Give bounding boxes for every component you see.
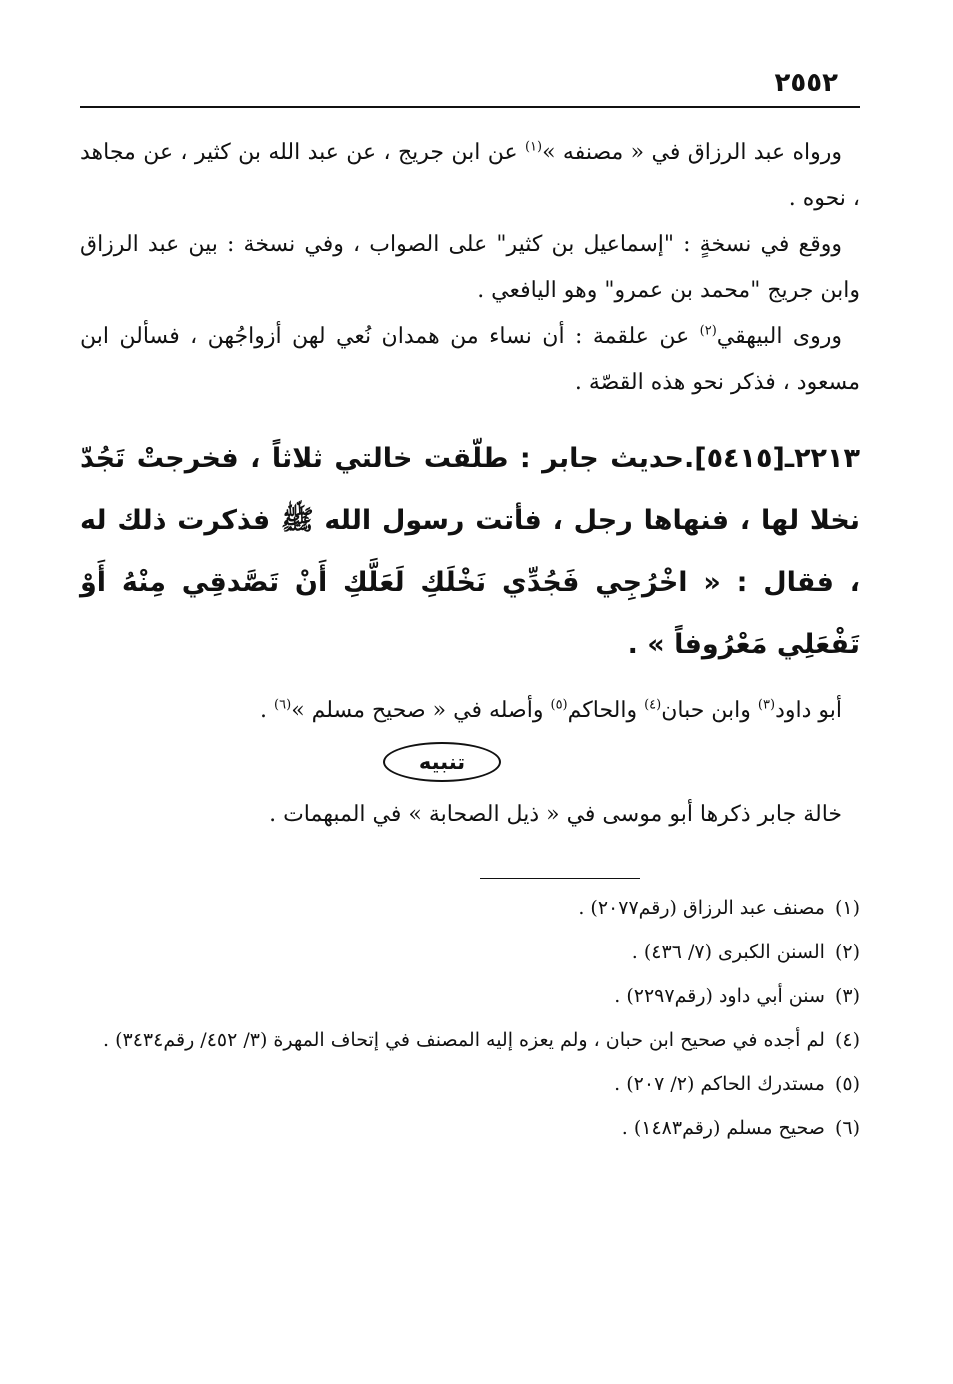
- footnote-ref[interactable]: (٦): [274, 697, 292, 713]
- footnote-ref[interactable]: (٣): [757, 697, 776, 713]
- footnote-item: [80, 981, 860, 1011]
- source-text: .: [260, 698, 275, 723]
- footnote-number: (٢): [834, 941, 860, 963]
- note-badge: تنبيه: [383, 742, 501, 782]
- footnote-number: (١): [834, 897, 860, 919]
- footnote-text: صحيح مسلم (رقم١٤٨٣) .: [621, 1117, 825, 1139]
- hadith-text: حديث جابر : طلّقت خالتي ثلاثاً ، فخرجتْ تَجُدّ نخلا لها ، فنهاها رجل ، فأتت رسول الله ﷺ فذكرت ذلك له ، فقال : « اخْرُجِي فَجُدِّي نَخْلَكِ لَعَلَّكِ أَنْ تَصَّدقِي مِنْهُ أَوْ تَفْعَلِي مَعْرُوفاً » .: [80, 443, 860, 660]
- hadith-entry: [80, 428, 860, 676]
- hadith-sources: [80, 688, 860, 734]
- footnote-number: (٤): [834, 1029, 860, 1051]
- footnote-number: (٣): [834, 985, 860, 1007]
- footnote-item: [80, 937, 860, 967]
- note-heading: [80, 742, 860, 786]
- footnote-number: (٥): [834, 1073, 860, 1095]
- page-number: ٢٥٥٢: [774, 68, 838, 98]
- footnote-list: [80, 893, 860, 1143]
- footnote-item: [80, 1069, 860, 1099]
- footnote-number: (٦): [834, 1117, 860, 1139]
- footnote-text: مصنف عبد الرزاق (رقم٢٠٧٧) .: [578, 897, 825, 919]
- paragraph-abdurrazzaq: [80, 130, 860, 222]
- footnote-ref[interactable]: (٤): [644, 697, 662, 713]
- source-text: والحاكم: [567, 698, 645, 723]
- paragraph-text: عن علقمة : أن نساء من همدان نُعي لهن أزواجُهن ، فسألن ابن مسعود ، فذكر نحو هذه القصّة .: [80, 324, 860, 395]
- source-text: أبو داود: [775, 698, 842, 723]
- footnote-item: [80, 1113, 860, 1143]
- footnote-text: لم أجده في صحيح ابن حبان ، ولم يعزه إليه المصنف في إتحاف المهرة (٣/ ٤٥٢/ رقم٣٤٣٤) .: [103, 1029, 825, 1051]
- paragraph-bayhaqi: [80, 314, 860, 406]
- footnote-rule: [480, 878, 640, 879]
- source-text: وابن حبان: [661, 698, 758, 723]
- document-page: [80, 60, 860, 1157]
- note-text: خالة جابر ذكرها أبو موسى في « ذيل الصحابة » في المبهمات .: [269, 802, 842, 827]
- footnote-ref[interactable]: (٢): [699, 323, 717, 339]
- footnote-item: [80, 1025, 860, 1055]
- footnote-text: مستدرك الحاكم (٢/ ٢٠٧) .: [614, 1073, 825, 1095]
- footnote-ref[interactable]: (٥): [550, 697, 568, 713]
- header-rule: [80, 106, 860, 108]
- source-text: وأصله في « صحيح مسلم »: [291, 698, 551, 723]
- hadith-number: ٢٢١٣ـ[٥٤١٥].: [683, 443, 860, 474]
- page-header: [80, 60, 860, 110]
- footnote-text: سنن أبي داود (رقم٢٢٩٧) .: [614, 985, 825, 1007]
- paragraph-manuscript-note: ووقع في نسخةٍ : "إسماعيل بن كثير" على الصواب ، وفي نسخة : بين عبد الرزاق وابن جريج "محمد بن عمرو" وهو اليافعي .: [80, 232, 860, 303]
- paragraph-text: ورواه عبد الرزاق في « مصنفه »: [542, 140, 842, 165]
- footnote-item: [80, 893, 860, 923]
- footnote-ref[interactable]: (١): [524, 139, 543, 155]
- footnote-text: السنن الكبرى (٧/ ٤٣٦) .: [631, 941, 825, 963]
- paragraph-text: وروى البيهقي: [716, 324, 842, 349]
- paragraph-text: عن ابن جريج ، عن عبد الله بن كثير ، عن مجاهد ، نحوه .: [80, 140, 860, 211]
